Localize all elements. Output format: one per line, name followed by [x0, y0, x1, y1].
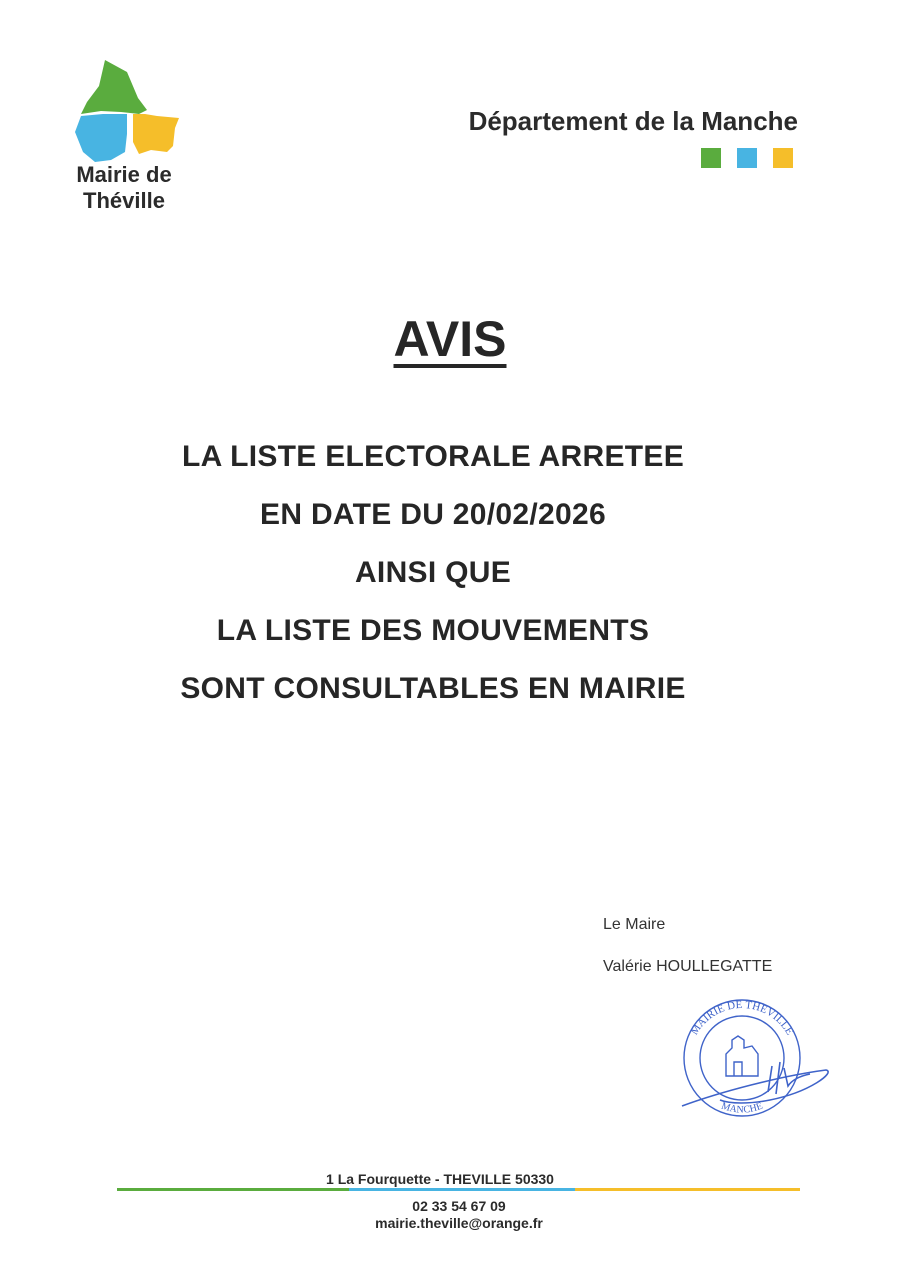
notice-message	[0, 428, 866, 718]
green-square	[701, 148, 721, 168]
mairie-logo	[62, 56, 192, 226]
notice-line: LA LISTE DES MOUVEMENTS	[216, 614, 650, 647]
signature-title: Le Maire	[603, 916, 666, 933]
notice-line: EN DATE DU 20/02/2026	[260, 498, 606, 531]
commune-map-icon	[67, 56, 182, 164]
footer-bar-blue	[349, 1188, 574, 1191]
footer-bar-green	[117, 1188, 349, 1191]
yellow-square	[773, 148, 793, 168]
map-north-region	[81, 60, 147, 114]
stamp-bottom-text: MANCHE	[719, 1100, 765, 1116]
handwritten-signature	[682, 1062, 828, 1106]
footer-phone: 02 33 54 67 09	[412, 1198, 506, 1214]
official-stamp	[660, 996, 840, 1122]
logo-line-1: Mairie de	[76, 162, 172, 187]
blue-square	[737, 148, 757, 168]
signature-name: Valérie HOULLEGATTE	[603, 958, 773, 975]
notice-line: AINSI QUE	[354, 556, 512, 589]
notice-title	[0, 310, 900, 368]
map-east-region	[133, 114, 179, 154]
stamp-top-text: MAIRIE DE THEVILLE	[688, 998, 796, 1038]
department-heading: Département de la Manche	[468, 106, 798, 136]
footer-bar-yellow	[575, 1188, 800, 1191]
map-west-region	[75, 114, 127, 162]
footer-email: mairie.theville@orange.fr	[375, 1215, 543, 1231]
notice-line: SONT CONSULTABLES EN MAIRIE	[180, 672, 686, 705]
brand-color-squares	[701, 148, 793, 168]
notice-line: LA LISTE ELECTORALE ARRETEE	[181, 440, 685, 473]
footer-color-bar	[117, 1188, 800, 1191]
logo-text	[62, 162, 186, 214]
footer-address: 1 La Fourquette - THEVILLE 50330	[326, 1171, 554, 1187]
stamp-emblem	[726, 1036, 758, 1076]
logo-line-2: Théville	[83, 188, 165, 213]
notice-title-text: AVIS	[393, 311, 507, 367]
